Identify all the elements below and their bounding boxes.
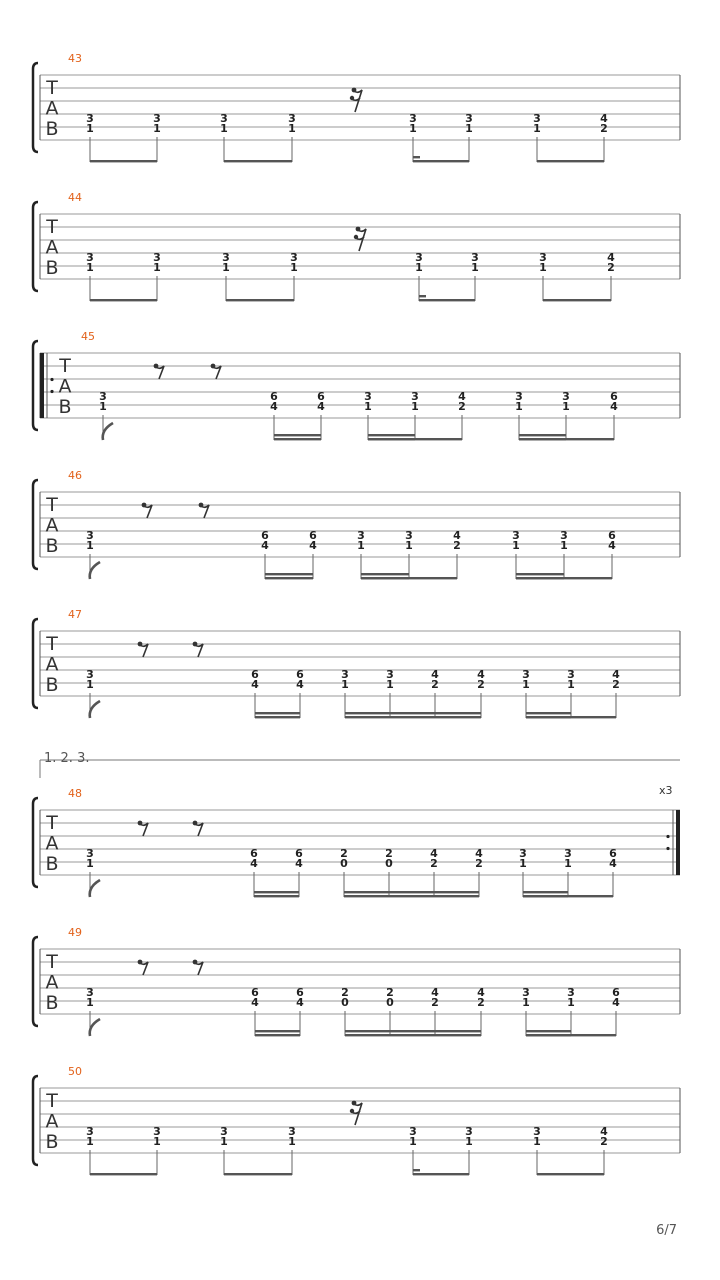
fret-number: 3 bbox=[386, 668, 394, 681]
measure-number: 47 bbox=[68, 608, 82, 621]
page-number: 6/7 bbox=[656, 1223, 677, 1238]
beam bbox=[90, 160, 157, 162]
fret-number: 1 bbox=[465, 1135, 473, 1148]
fret-number: 3 bbox=[562, 390, 570, 403]
volta-bracket bbox=[40, 760, 680, 778]
tab-letter-t: T bbox=[59, 355, 71, 377]
beam-hook bbox=[413, 156, 420, 158]
fret-number: 1 bbox=[560, 539, 568, 552]
fret-number: 3 bbox=[519, 847, 527, 860]
measure-number: 45 bbox=[81, 330, 95, 343]
beam-secondary bbox=[265, 573, 313, 575]
tab-letter-b: B bbox=[45, 853, 59, 875]
note-flag bbox=[90, 880, 100, 897]
fret-number: 3 bbox=[567, 668, 575, 681]
tab-letter-t: T bbox=[46, 494, 58, 516]
fret-number: 3 bbox=[567, 986, 575, 999]
system-bracket bbox=[33, 798, 38, 887]
fret-number: 4 bbox=[475, 847, 483, 860]
fret-number: 3 bbox=[288, 112, 296, 125]
tab-letter-a: A bbox=[45, 832, 59, 855]
tab-letter-b: B bbox=[45, 118, 59, 140]
beam-secondary bbox=[344, 891, 479, 893]
fret-number: 3 bbox=[288, 1125, 296, 1138]
tab-letter-a: A bbox=[45, 514, 59, 537]
fret-number: 3 bbox=[86, 112, 94, 125]
beam-secondary bbox=[526, 1030, 571, 1032]
fret-number: 4 bbox=[431, 668, 439, 681]
fret-number: 4 bbox=[317, 400, 325, 413]
rest-dot bbox=[199, 503, 204, 508]
beam bbox=[224, 1173, 292, 1175]
fret-number: 2 bbox=[477, 996, 485, 1009]
fret-number: 4 bbox=[607, 251, 615, 264]
fret-number: 2 bbox=[600, 122, 608, 135]
fret-number: 4 bbox=[250, 857, 258, 870]
rest-dot bbox=[211, 364, 216, 369]
fret-number: 3 bbox=[465, 1125, 473, 1138]
fret-number: 3 bbox=[533, 112, 541, 125]
tab-letter-a: A bbox=[45, 97, 59, 120]
fret-number: 3 bbox=[533, 1125, 541, 1138]
tab-letter-t: T bbox=[46, 216, 58, 238]
barline-repeat-thick bbox=[676, 810, 680, 875]
system-bracket bbox=[33, 341, 38, 430]
fret-number: 4 bbox=[477, 986, 485, 999]
fret-number: 4 bbox=[612, 668, 620, 681]
fret-number: 1 bbox=[86, 678, 94, 691]
fret-number: 1 bbox=[357, 539, 365, 552]
fret-number: 1 bbox=[415, 261, 423, 274]
tab-letter-b: B bbox=[45, 257, 59, 279]
fret-number: 1 bbox=[153, 261, 161, 274]
fret-number: 1 bbox=[222, 261, 230, 274]
fret-number: 1 bbox=[86, 539, 94, 552]
measure-number: 49 bbox=[68, 926, 82, 939]
beam-secondary bbox=[345, 1030, 481, 1032]
fret-number: 3 bbox=[415, 251, 423, 264]
beam-secondary bbox=[368, 434, 415, 436]
volta-label: 1. 2. 3. bbox=[44, 751, 90, 766]
fret-number: 4 bbox=[309, 539, 317, 552]
fret-number: 4 bbox=[296, 678, 304, 691]
rest-dot bbox=[138, 642, 143, 647]
staff-system-44 bbox=[33, 191, 680, 301]
rest-dot bbox=[138, 821, 143, 826]
fret-number: 4 bbox=[608, 539, 616, 552]
fret-number: 3 bbox=[153, 112, 161, 125]
tab-letter-a: A bbox=[45, 1110, 59, 1133]
fret-number: 0 bbox=[340, 857, 348, 870]
fret-number: 6 bbox=[251, 986, 259, 999]
fret-number: 1 bbox=[386, 678, 394, 691]
rest-dot bbox=[154, 364, 159, 369]
fret-number: 2 bbox=[341, 986, 349, 999]
fret-number: 1 bbox=[364, 400, 372, 413]
tab-letter-b: B bbox=[45, 535, 59, 557]
fret-number: 3 bbox=[86, 847, 94, 860]
fret-number: 6 bbox=[317, 390, 325, 403]
fret-number: 3 bbox=[465, 112, 473, 125]
tab-letter-b: B bbox=[58, 396, 72, 418]
fret-number: 1 bbox=[99, 400, 107, 413]
staff-system-49 bbox=[33, 926, 680, 1036]
fret-number: 4 bbox=[430, 847, 438, 860]
staff-system-46 bbox=[33, 469, 680, 579]
fret-number: 2 bbox=[607, 261, 615, 274]
rest-dot bbox=[138, 960, 143, 965]
fret-number: 3 bbox=[153, 251, 161, 264]
beam bbox=[90, 1173, 157, 1175]
fret-number: 1 bbox=[465, 122, 473, 135]
system-bracket bbox=[33, 619, 38, 708]
fret-number: 3 bbox=[86, 986, 94, 999]
beam bbox=[413, 160, 469, 162]
fret-number: 4 bbox=[600, 1125, 608, 1138]
fret-number: 6 bbox=[250, 847, 258, 860]
fret-number: 1 bbox=[153, 122, 161, 135]
fret-number: 4 bbox=[453, 529, 461, 542]
rest-dot bbox=[193, 642, 198, 647]
beam-hook bbox=[413, 1169, 420, 1171]
fret-number: 2 bbox=[475, 857, 483, 870]
fret-number: 1 bbox=[533, 122, 541, 135]
fret-number: 3 bbox=[341, 668, 349, 681]
fret-number: 4 bbox=[610, 400, 618, 413]
fret-number: 4 bbox=[458, 390, 466, 403]
fret-number: 2 bbox=[431, 996, 439, 1009]
fret-number: 3 bbox=[560, 529, 568, 542]
repeat-dot bbox=[666, 847, 669, 850]
fret-number: 4 bbox=[296, 996, 304, 1009]
fret-number: 6 bbox=[309, 529, 317, 542]
tab-letter-t: T bbox=[46, 951, 58, 973]
fret-number: 4 bbox=[612, 996, 620, 1009]
barline-repeat-start-thick bbox=[40, 353, 44, 418]
beam-secondary bbox=[523, 891, 568, 893]
beam bbox=[224, 160, 292, 162]
fret-number: 1 bbox=[86, 261, 94, 274]
beam-secondary bbox=[516, 573, 564, 575]
fret-number: 2 bbox=[340, 847, 348, 860]
measure-number: 44 bbox=[68, 191, 82, 204]
fret-number: 4 bbox=[270, 400, 278, 413]
repeat-dot bbox=[50, 378, 53, 381]
fret-number: 6 bbox=[261, 529, 269, 542]
fret-number: 4 bbox=[600, 112, 608, 125]
fret-number: 1 bbox=[522, 678, 530, 691]
fret-number: 0 bbox=[341, 996, 349, 1009]
fret-number: 1 bbox=[341, 678, 349, 691]
note-flag bbox=[90, 701, 100, 718]
fret-number: 3 bbox=[222, 251, 230, 264]
fret-number: 3 bbox=[86, 529, 94, 542]
fret-number: 1 bbox=[567, 996, 575, 1009]
tab-letter-t: T bbox=[46, 1090, 58, 1112]
fret-number: 1 bbox=[86, 122, 94, 135]
fret-number: 3 bbox=[86, 1125, 94, 1138]
fret-number: 2 bbox=[430, 857, 438, 870]
fret-number: 3 bbox=[522, 668, 530, 681]
fret-number: 4 bbox=[477, 668, 485, 681]
fret-number: 1 bbox=[567, 678, 575, 691]
staff-system-48 bbox=[33, 784, 680, 897]
tab-letter-b: B bbox=[45, 1131, 59, 1153]
system-bracket bbox=[33, 63, 38, 152]
fret-number: 1 bbox=[409, 1135, 417, 1148]
beam bbox=[226, 299, 294, 301]
fret-number: 1 bbox=[86, 996, 94, 1009]
beam bbox=[519, 438, 566, 440]
fret-number: 3 bbox=[512, 529, 520, 542]
fret-number: 1 bbox=[220, 1135, 228, 1148]
fret-number: 3 bbox=[290, 251, 298, 264]
staff-system-47 bbox=[33, 608, 680, 718]
beam-secondary bbox=[361, 573, 409, 575]
fret-number: 3 bbox=[220, 112, 228, 125]
tab-letter-b: B bbox=[45, 992, 59, 1014]
note-flag bbox=[90, 562, 100, 579]
tab-letter-a: A bbox=[58, 375, 72, 398]
fret-number: 0 bbox=[385, 857, 393, 870]
fret-number: 1 bbox=[86, 1135, 94, 1148]
measure-number: 48 bbox=[68, 787, 82, 800]
fret-number: 2 bbox=[458, 400, 466, 413]
fret-number: 1 bbox=[409, 122, 417, 135]
staff-system-43 bbox=[33, 52, 680, 162]
tab-letter-t: T bbox=[46, 633, 58, 655]
beam bbox=[345, 1034, 481, 1036]
fret-number: 6 bbox=[251, 668, 259, 681]
tab-letter-t: T bbox=[46, 77, 58, 99]
fret-number: 1 bbox=[471, 261, 479, 274]
fret-number: 1 bbox=[539, 261, 547, 274]
system-bracket bbox=[33, 480, 38, 569]
staff-system-50 bbox=[33, 1065, 680, 1175]
fret-number: 1 bbox=[288, 1135, 296, 1148]
fret-number: 3 bbox=[405, 529, 413, 542]
fret-number: 3 bbox=[86, 668, 94, 681]
beam bbox=[413, 1173, 469, 1175]
fret-number: 6 bbox=[610, 390, 618, 403]
fret-number: 0 bbox=[386, 996, 394, 1009]
fret-number: 1 bbox=[288, 122, 296, 135]
fret-number: 3 bbox=[357, 529, 365, 542]
fret-number: 3 bbox=[86, 251, 94, 264]
tab-letter-b: B bbox=[45, 674, 59, 696]
system-bracket bbox=[33, 937, 38, 1026]
fret-number: 3 bbox=[411, 390, 419, 403]
fret-number: 3 bbox=[409, 1125, 417, 1138]
beam bbox=[361, 577, 409, 579]
beam bbox=[90, 299, 157, 301]
tab-letter-a: A bbox=[45, 971, 59, 994]
fret-number: 6 bbox=[609, 847, 617, 860]
fret-number: 3 bbox=[564, 847, 572, 860]
fret-number: 1 bbox=[86, 857, 94, 870]
beam bbox=[419, 299, 475, 301]
fret-number: 2 bbox=[453, 539, 461, 552]
fret-number: 4 bbox=[609, 857, 617, 870]
beam bbox=[265, 577, 313, 579]
fret-number: 3 bbox=[220, 1125, 228, 1138]
beam bbox=[543, 299, 611, 301]
rest-dot bbox=[350, 96, 354, 100]
tab-letter-a: A bbox=[45, 653, 59, 676]
beam-secondary bbox=[345, 712, 481, 714]
staff-system-45 bbox=[33, 330, 680, 440]
fret-number: 1 bbox=[512, 539, 520, 552]
beam bbox=[255, 1034, 300, 1036]
system-bracket bbox=[33, 1076, 38, 1165]
rest-dot bbox=[352, 88, 357, 93]
rest-dot bbox=[354, 235, 358, 239]
note-flag bbox=[103, 423, 113, 440]
fret-number: 6 bbox=[295, 847, 303, 860]
fret-number: 1 bbox=[562, 400, 570, 413]
fret-number: 6 bbox=[296, 668, 304, 681]
beam-secondary bbox=[254, 891, 299, 893]
beam-secondary bbox=[255, 1030, 300, 1032]
rest-dot bbox=[193, 821, 198, 826]
fret-number: 2 bbox=[612, 678, 620, 691]
beam bbox=[516, 577, 564, 579]
beam bbox=[254, 895, 299, 897]
fret-number: 3 bbox=[471, 251, 479, 264]
fret-number: 3 bbox=[153, 1125, 161, 1138]
fret-number: 6 bbox=[296, 986, 304, 999]
fret-number: 2 bbox=[477, 678, 485, 691]
beam-secondary bbox=[255, 712, 300, 714]
fret-number: 6 bbox=[270, 390, 278, 403]
beam bbox=[368, 438, 415, 440]
fret-number: 4 bbox=[261, 539, 269, 552]
fret-number: 1 bbox=[153, 1135, 161, 1148]
fret-number: 3 bbox=[364, 390, 372, 403]
fret-number: 1 bbox=[411, 400, 419, 413]
beam bbox=[523, 895, 568, 897]
rest-dot bbox=[193, 960, 198, 965]
fret-number: 6 bbox=[608, 529, 616, 542]
fret-number: 1 bbox=[564, 857, 572, 870]
repeat-dot bbox=[666, 835, 669, 838]
beam bbox=[255, 716, 300, 718]
repeat-dot bbox=[50, 390, 53, 393]
rest-dot bbox=[350, 1109, 354, 1113]
fret-number: 1 bbox=[220, 122, 228, 135]
measure-number: 43 bbox=[68, 52, 82, 65]
measure-number: 46 bbox=[68, 469, 82, 482]
note-flag bbox=[90, 1019, 100, 1036]
beam bbox=[344, 895, 479, 897]
fret-number: 1 bbox=[290, 261, 298, 274]
fret-number: 4 bbox=[295, 857, 303, 870]
fret-number: 4 bbox=[431, 986, 439, 999]
beam bbox=[537, 1173, 604, 1175]
fret-number: 2 bbox=[385, 847, 393, 860]
fret-number: 1 bbox=[522, 996, 530, 1009]
fret-number: 3 bbox=[515, 390, 523, 403]
beam bbox=[526, 1034, 571, 1036]
fret-number: 1 bbox=[515, 400, 523, 413]
fret-number: 3 bbox=[99, 390, 107, 403]
fret-number: 1 bbox=[405, 539, 413, 552]
repeat-count: x3 bbox=[659, 784, 673, 797]
rest-dot bbox=[142, 503, 147, 508]
beam-secondary bbox=[274, 434, 321, 436]
fret-number: 1 bbox=[519, 857, 527, 870]
fret-number: 3 bbox=[539, 251, 547, 264]
tab-letter-t: T bbox=[46, 812, 58, 834]
beam bbox=[274, 438, 321, 440]
fret-number: 1 bbox=[533, 1135, 541, 1148]
beam bbox=[526, 716, 571, 718]
beam-secondary bbox=[519, 434, 566, 436]
fret-number: 3 bbox=[522, 986, 530, 999]
fret-number: 2 bbox=[386, 986, 394, 999]
fret-number: 3 bbox=[409, 112, 417, 125]
measure-number: 50 bbox=[68, 1065, 82, 1078]
tab-letter-a: A bbox=[45, 236, 59, 259]
rest-dot bbox=[352, 1101, 357, 1106]
fret-number: 2 bbox=[431, 678, 439, 691]
beam-secondary bbox=[526, 712, 571, 714]
beam bbox=[537, 160, 604, 162]
rest-dot bbox=[356, 227, 361, 232]
system-bracket bbox=[33, 202, 38, 291]
beam bbox=[345, 716, 481, 718]
fret-number: 4 bbox=[251, 678, 259, 691]
fret-number: 6 bbox=[612, 986, 620, 999]
fret-number: 2 bbox=[600, 1135, 608, 1148]
beam-hook bbox=[419, 295, 426, 297]
fret-number: 4 bbox=[251, 996, 259, 1009]
